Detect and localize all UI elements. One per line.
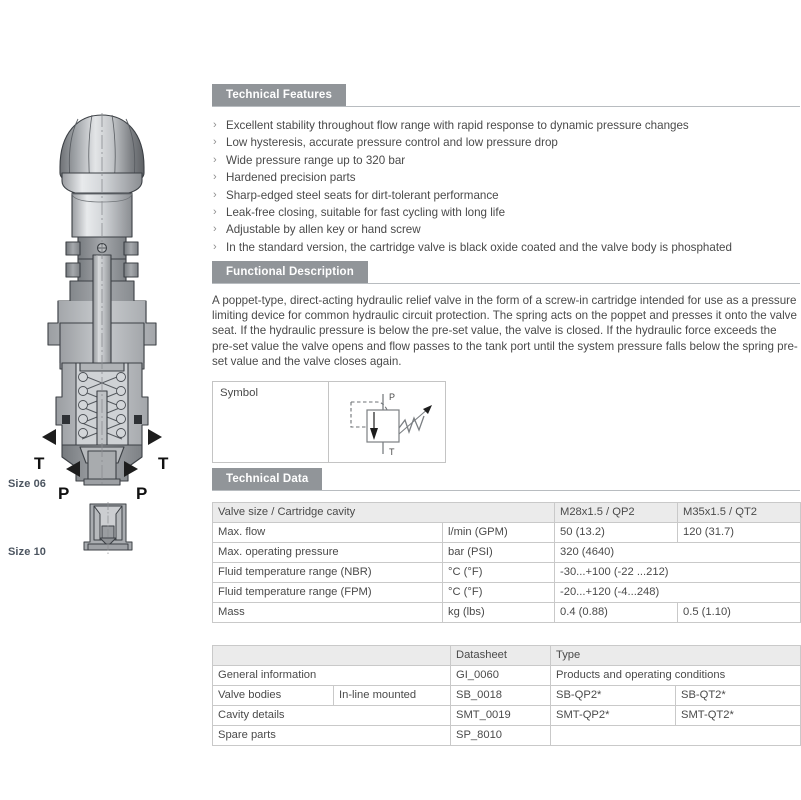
section-header-title: Technical Data [226,473,309,485]
cell-datasheet-header: Datasheet [451,646,551,666]
cell-value: 0.5 (1.10) [678,603,801,623]
symbol-box [212,381,446,463]
cell-valve-size-header: Valve size / Cartridge cavity [213,503,555,523]
cell-type [551,726,801,746]
chevron-right-icon: › [213,223,217,236]
cell-value: 320 (4640) [555,543,801,563]
port-label-T-left: T [34,454,45,473]
cell-unit: kg (lbs) [443,603,555,623]
symbol-label: Symbol [213,382,329,462]
size-06-label: Size 06 [8,478,47,490]
feature-text: Wide pressure range up to 320 bar [226,153,406,167]
cell-datasheet: GI_0060 [451,666,551,686]
feature-text: In the standard version, the cartridge valve is black oxide coated and the valve body is phosphated [226,240,732,254]
cell-type: SMT-QP2* [551,706,676,726]
cell-col-m28-header: M28x1.5 / QP2 [555,503,678,523]
table-row [213,603,801,623]
port-label-T-right: T [158,454,169,473]
symbol-port-P: P [389,392,396,403]
table-row [213,543,801,563]
symbol-graphic-cell [329,382,445,462]
cell-unit: bar (PSI) [443,543,555,563]
technical-features-list [212,117,800,256]
feature-item [212,117,800,134]
feature-item [212,239,800,256]
cell-unit: l/min (GPM) [443,523,555,543]
chevron-right-icon: › [213,206,217,219]
cell-category: General information [213,666,451,686]
feature-item [212,221,800,238]
symbol-port-T: T [389,447,395,458]
cell-type: SB-QP2* [551,686,676,706]
functional-description-paragraph: A poppet-type, direct-acting hydraulic relief valve in the form of a screw-in cartridge intended for use as a pressure limiting device for common hydraulic circuit protection. The spring acts on the poppet and presses it onto the valve seat. If the hydraulic pressure is below the pre-set value, the valve is closed. If the hydraulic force exceeds the pre-set value the valve opens and flow passes to the tank port until the system pressure falls below the spring pre-set value and the valve closes again. [212,294,798,368]
cell-type-header: Type [551,646,801,666]
section-header-technical-features [212,84,800,107]
cell-type: Products and operating conditions [551,666,801,686]
cell-unit: °C (°F) [443,563,555,583]
cell-blank-header [213,646,451,666]
feature-text: Sharp-edged steel seats for dirt-tolerant performance [226,188,499,202]
feature-item [212,169,800,186]
cell-label: Mass [213,603,443,623]
cell-type: SMT-QT2* [676,706,801,726]
section-header-bar [212,84,346,106]
feature-item [212,152,800,169]
table-row [213,646,801,666]
chevron-right-icon: › [213,153,217,166]
section-header-title: Functional Description [226,266,354,278]
section-header-title: Technical Features [226,89,333,101]
cell-value: -30...+100 (-22 ...212) [555,563,801,583]
feature-item [212,187,800,204]
table-row [213,726,801,746]
chevron-right-icon: › [213,136,217,149]
feature-text: Hardened precision parts [226,171,356,185]
cell-label: Fluid temperature range (NBR) [213,563,443,583]
hydraulic-relief-valve-symbol-icon [329,382,443,460]
table-row [213,563,801,583]
cell-value: 50 (13.2) [555,523,678,543]
feature-item [212,204,800,221]
cell-datasheet: SMT_0019 [451,706,551,726]
port-label-P-right: P [136,484,148,503]
section-header-functional-description [212,261,800,284]
cell-label: Fluid temperature range (FPM) [213,583,443,603]
technical-data-table [212,502,801,623]
cell-value: 120 (31.7) [678,523,801,543]
cell-value: 0.4 (0.88) [555,603,678,623]
port-label-P-left: P [58,484,70,503]
cell-type: SB-QT2* [676,686,801,706]
product-drawing-panel [0,0,205,800]
table-row [213,666,801,686]
cell-col-m35-header: M35x1.5 / QT2 [678,503,801,523]
content-column [212,0,800,800]
cell-category: Valve bodies [213,686,334,706]
table-row [213,706,801,726]
feature-text: Excellent stability throughout flow range with rapid response to dynamic pressure changes [226,119,689,132]
feature-text: Leak-free closing, suitable for fast cycling with long life [226,206,506,220]
cell-value: -20...+120 (-4...248) [555,583,801,603]
cell-category: Cavity details [213,706,451,726]
table-row [213,583,801,603]
table-row [213,503,801,523]
chevron-right-icon: › [213,171,217,184]
general-information-table [212,645,801,746]
table-row [213,523,801,543]
cell-unit: °C (°F) [443,583,555,603]
chevron-right-icon: › [213,188,217,201]
cell-datasheet: SP_8010 [451,726,551,746]
chevron-right-icon: › [213,240,217,253]
chevron-right-icon: › [213,119,217,131]
section-header-bar [212,261,368,283]
cell-category: Spare parts [213,726,451,746]
cell-label: Max. flow [213,523,443,543]
cell-label: Max. operating pressure [213,543,443,563]
section-header-bar [212,468,322,490]
feature-item [212,134,800,151]
valve-section-drawing-size06 [0,95,205,503]
feature-text: Low hysteresis, accurate pressure control and low pressure drop [226,136,558,150]
table-row [213,686,801,706]
feature-text: Adjustable by allen key or hand screw [226,223,421,237]
cell-subcategory: In-line mounted [334,686,451,706]
size-10-label: Size 10 [8,546,47,558]
section-header-technical-data [212,468,800,491]
cell-datasheet: SB_0018 [451,686,551,706]
